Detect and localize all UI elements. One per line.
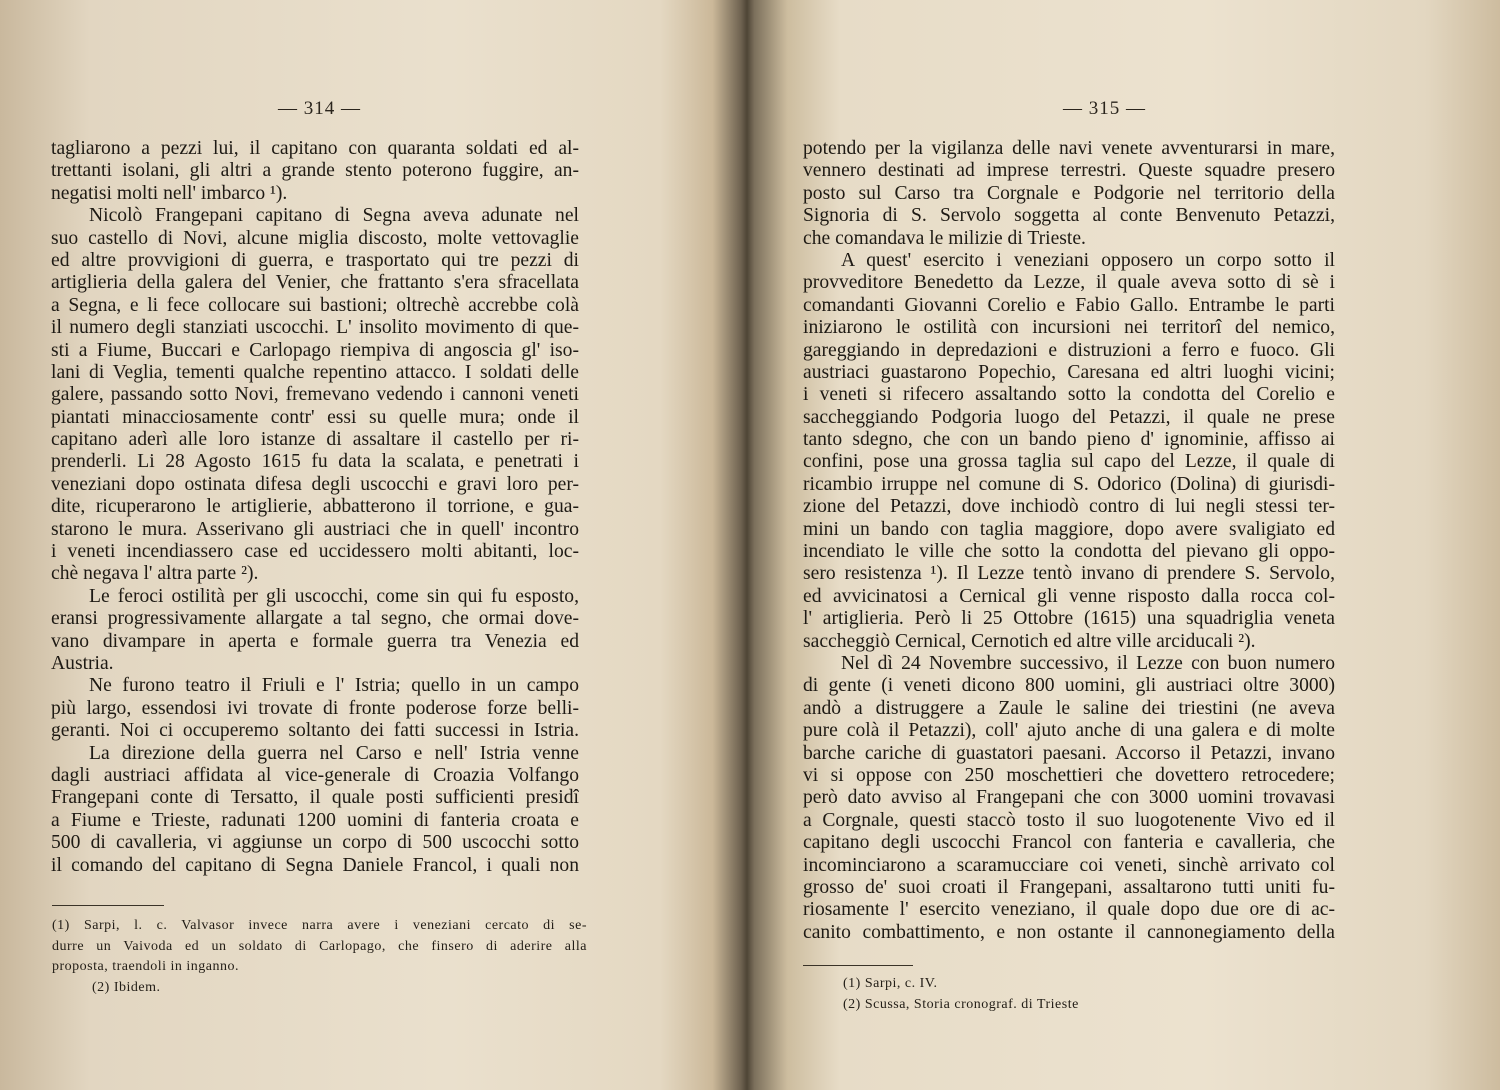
text-line: più largo, essendosi ivi trovate di fronte poderose forze belli-	[51, 697, 579, 719]
text-line: canito combattimento, e non ostante il cannonegiamento della	[803, 921, 1335, 943]
text-line: Austria.	[51, 652, 114, 674]
text-line: vano divampare in aperta e formale guerra tra Venezia ed	[51, 630, 579, 652]
text-line: confini, pose una grossa taglia sul capo del Lezze, il quale di	[803, 451, 1335, 473]
text-line: 500 di cavalleria, vi aggiunse un corpo di 500 uscocchi sotto	[51, 832, 579, 854]
text-line: dite, ricuperarono le artiglierie, abbatterono il torrione, e gua-	[51, 496, 579, 518]
text-line: il comando del capitano di Segna Daniele Francol, i quali non	[51, 854, 579, 876]
text-line: incominciarono a scaramucciare coi veneti, sinchè arrivato col	[803, 854, 1335, 876]
body-text	[51, 138, 579, 877]
text-line: proposta, traendoli in inganno.	[52, 959, 239, 974]
text-line: l' artiglieria. Però li 25 Ottobre (1615) una squadriglia veneta	[803, 608, 1335, 630]
text-line: negatisi molti nell' imbarco ¹).	[51, 182, 288, 204]
text-line: suo castello di Novi, alcune miglia discosto, molte vettovaglie	[51, 227, 579, 249]
page-number: — 314 —	[278, 98, 361, 119]
page-number: — 315 —	[1063, 98, 1146, 119]
text-line: vi si oppose con 250 moschettieri che dovettero retrocedere;	[803, 764, 1335, 786]
footnote-rule	[803, 965, 913, 966]
text-line: tagliarono a pezzi lui, il capitano con quaranta soldati ed al-	[51, 138, 579, 159]
text-line: ed avvicinatosi a Cernical gli venne risposto dalla rocca col-	[803, 585, 1335, 607]
text-line: Le feroci ostilità per gli uscocchi, come sin qui fu esposto,	[89, 585, 579, 607]
text-line: (1) Sarpi, c. IV.	[843, 976, 938, 991]
body-text	[803, 138, 1335, 944]
text-line: il numero degli stanziati uscocchi. L' insolito movimento di que-	[51, 317, 579, 339]
text-line: posto sul Carso tra Corgnale e Podgorie nel territorio della	[803, 182, 1335, 204]
text-line: barche cariche di guastatori paesani. Accorso il Petazzi, invano	[803, 742, 1335, 764]
text-line: chè negava l' altra parte ²).	[51, 563, 259, 585]
text-line: andò a distruggere a Zaule le saline dei triestini (ne aveva	[803, 697, 1335, 719]
text-line: Ne furono teatro il Friuli e l' Istria; quello in un campo	[89, 675, 579, 697]
text-line: i veneti si rifecero assaltando sotto la condotta del Corelio e	[803, 384, 1335, 406]
text-line: saccheggiando Podgoria luogo del Petazzi, il quale ne prese	[803, 406, 1335, 428]
text-line: geranti. Noi ci occuperemo soltanto dei fatti successi in Istria.	[51, 720, 579, 742]
text-line: vennero destinati ad imprese terrestri. Queste squadre presero	[803, 160, 1335, 182]
text-line: riosamente l' esercito veneziano, il quale dopo due ore di ac-	[803, 899, 1335, 921]
text-line: i veneti incendiassero case ed uccidessero molti abitanti, loc-	[51, 541, 579, 563]
text-line: grosso de' suoi croati il Frangepani, assaltarono tutti uniti fu-	[803, 876, 1335, 898]
text-line: zione del Petazzi, dove inchiodò contro di lui negli stessi ter-	[803, 496, 1335, 518]
text-line: Nicolò Frangepani capitano di Segna aveva adunate nel	[89, 205, 579, 227]
text-line: capitano aderì alle loro istanze di assaltare il castello per ri-	[51, 429, 579, 451]
text-line: lani di Veglia, tementi qualche repentino attacco. I soldati delle	[51, 361, 579, 383]
footnotes	[52, 916, 587, 998]
text-line: piantati minacciosamente contr' essi su quelle mura; onde il	[51, 406, 579, 428]
text-line: tanto sdegno, che con un bando pieno d' ignominie, affisso ai	[803, 429, 1335, 451]
text-line: gareggiando in depredazioni e distruzioni a ferro e fuoco. Gli	[803, 339, 1335, 361]
right-page	[765, 0, 1500, 1090]
text-line: (2) Scussa, Storia cronograf. di Trieste	[843, 996, 1079, 1012]
text-line: La direzione della guerra nel Carso e nell' Istria venne	[89, 742, 579, 764]
text-line: incendiato le ville che sotto la condotta del pievano gli oppo-	[803, 541, 1335, 563]
text-line: provveditore Benedetto da Lezze, il quale aveva sotto di sè i	[803, 272, 1335, 294]
text-line: ricambio irruppe nel comune di S. Odorico (Dolina) di giurisdi-	[803, 473, 1335, 495]
left-page	[0, 0, 735, 1090]
text-line: austriaci guastarono Popechio, Caresana ed altri luoghi vicini;	[803, 361, 1335, 383]
text-line: dagli austriaci affidata al vice-generale di Croazia Volfango	[51, 764, 579, 786]
text-line: Nel dì 24 Novembre successivo, il Lezze con buon numero	[841, 652, 1335, 674]
text-line: iniziarono le ostilità con incursioni nei territorî del nemico,	[803, 317, 1335, 339]
text-line: saccheggiò Cernical, Cernotich ed altre ville arciducali ²).	[803, 630, 1256, 652]
text-line: veneziani dopo ostinata difesa degli uscocchi e gravi loro per-	[51, 473, 579, 495]
text-line: trettanti isolani, gli altri a grande stento poterono fuggire, an-	[51, 160, 579, 182]
text-line: (1) Sarpi, l. c. Valvasor invece narra avere i veneziani cercato di se-	[52, 918, 587, 933]
text-line: capitano degli uscocchi Francol con fanteria e cavalleria, che	[803, 832, 1335, 854]
text-line: A quest' esercito i veneziani opposero un corpo sotto il	[841, 249, 1335, 271]
text-line: sero resistenza ¹). Il Lezze tentò invano di prendere S. Servolo,	[803, 563, 1335, 585]
text-line: che comandava le milizie di Trieste.	[803, 227, 1086, 249]
text-line: pure colà il Petazzi), coll' ajuto anche di una galera e di molte	[803, 720, 1335, 742]
text-line: artiglieria della galera del Venier, che frattanto s'era sfracellata	[51, 272, 579, 294]
text-line: durre un Vaivoda ed un soldato di Carlopago, che finsero di aderire alla	[52, 938, 587, 954]
text-line: (2) Ibidem.	[92, 979, 161, 995]
text-line: sti a Fiume, Buccari e Carlopago riempiva di angoscia gl' iso-	[51, 339, 579, 361]
text-line: Signoria di S. Servolo soggetta al conte Benvenuto Petazzi,	[803, 205, 1335, 227]
text-line: però dato avviso al Frangepani che con 3000 uomini trovavasi	[803, 787, 1335, 809]
text-line: di gente (i veneti dicono 800 uomini, gli austriaci oltre 3000)	[803, 675, 1335, 697]
text-line: a Segna, e li fece collocare sui bastioni; oltrechè accrebbe colà	[51, 294, 579, 316]
text-line: eransi progressivamente allargate a tal segno, che ormai dove-	[51, 608, 579, 630]
text-line: galere, passando sotto Novi, fremevano vedendo i cannoni veneti	[51, 384, 579, 406]
footnotes	[803, 974, 1223, 1015]
text-line: a Fiume e Trieste, radunati 1200 uomini di fanteria croata e	[51, 809, 579, 831]
text-line: comandanti Giovanni Corelio e Fabio Gallo. Entrambe le parti	[803, 294, 1335, 316]
text-line: mini un bando con taglia maggiore, dopo avere svaligiato ed	[803, 518, 1335, 540]
text-line: Frangepani conte di Tersatto, il quale posti sufficienti presidî	[51, 787, 579, 809]
footnote-rule	[52, 905, 164, 906]
text-line: ed altre provvigioni di guerra, e trasportato qui tre pezzi di	[51, 249, 579, 271]
text-line: prenderli. Li 28 Agosto 1615 fu data la scalata, e penetrati i	[51, 451, 579, 473]
text-line: potendo per la vigilanza delle navi venete avventurarsi in mare,	[803, 138, 1335, 159]
text-line: starono le mura. Asserivano gli austriaci che in quell' incontro	[51, 518, 579, 540]
text-line: a Corgnale, questi staccò tosto il suo luogotenente Vivo ed il	[803, 809, 1335, 831]
